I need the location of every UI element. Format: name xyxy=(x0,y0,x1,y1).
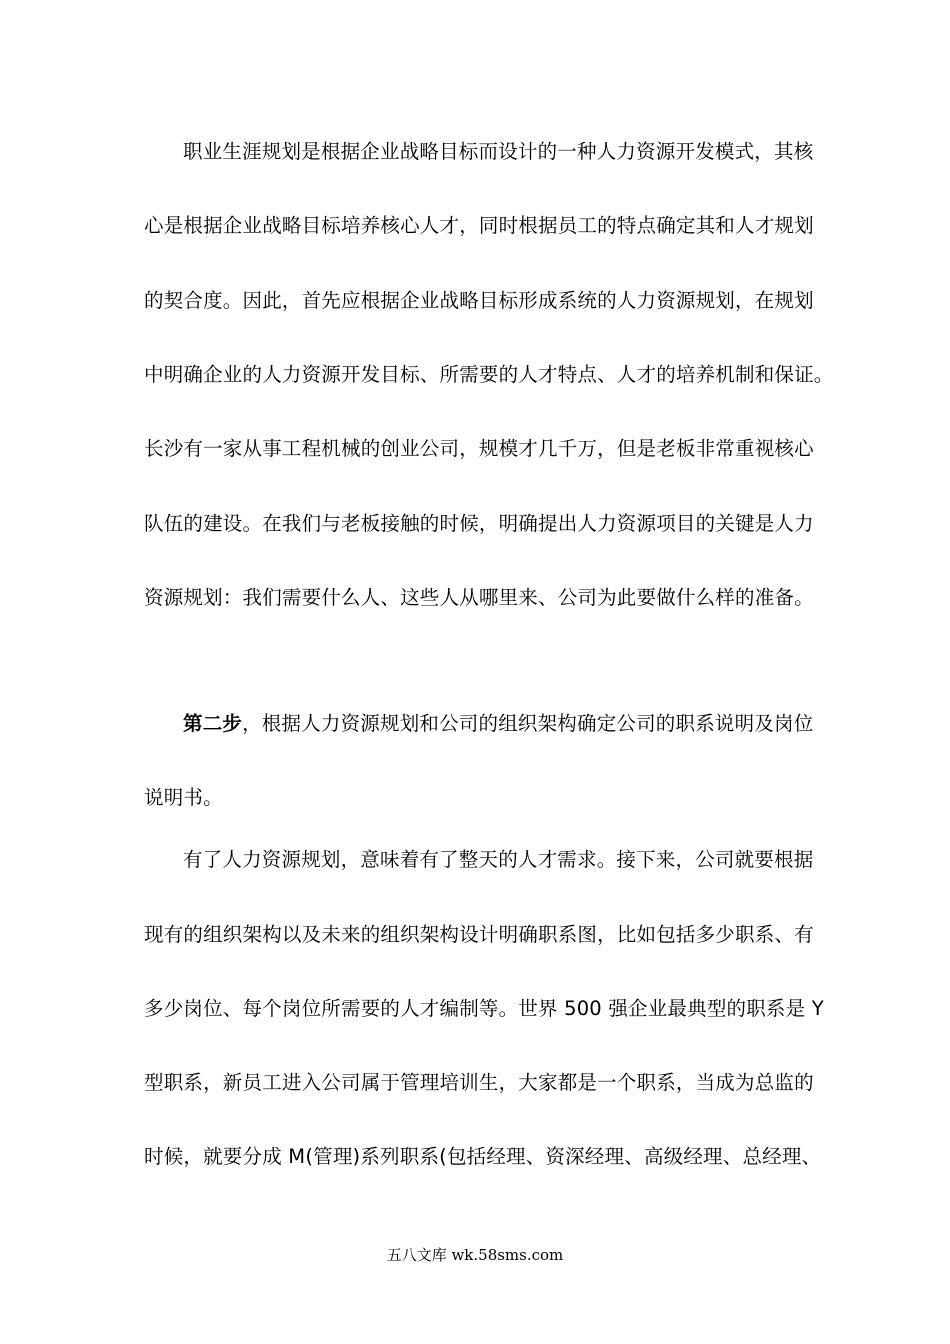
paragraph-line: 多少岗位、每个岗位所需要的人才编制等。世界 500 强企业最典型的职系是 Y xyxy=(144,997,824,1020)
step-label: 第二步 xyxy=(183,712,243,735)
paragraph-line: 时候，就要分成 M(管理)系列职系(包括经理、资深经理、高级经理、总经理、 xyxy=(144,1145,822,1168)
paragraph-line: 职业生涯规划是根据企业战略目标而设计的一种人力资源开发模式，其核 xyxy=(183,140,814,163)
paragraph-line: 型职系，新员工进入公司属于管理培训生，大家都是一个职系，当成为总监的 xyxy=(144,1071,814,1094)
paragraph-line: 队伍的建设。在我们与老板接触的时候，明确提出人力资源项目的关键是人力 xyxy=(144,512,814,535)
step-heading-line: 说明书。 xyxy=(144,786,223,809)
paragraph-line: 有了人力资源规划，意味着有了整天的人才需求。接下来，公司就要根据 xyxy=(183,848,814,871)
step-heading-text: ，根据人力资源规划和公司的组织架构确定公司的职系说明及岗位 xyxy=(242,712,814,735)
paragraph-line: 长沙有一家从事工程机械的创业公司，规模才几千万，但是老板非常重视核心 xyxy=(144,437,814,460)
paragraph-line: 心是根据企业战略目标培养核心人才，同时根据员工的特点确定其和人才规划 xyxy=(144,214,814,237)
paragraph-line: 的契合度。因此，首先应根据企业战略目标形成系统的人力资源规划，在规划 xyxy=(144,289,814,312)
footer-watermark: 五八文库 wk.58sms.com xyxy=(386,1246,564,1264)
paragraph-line: 资源规划：我们需要什么人、这些人从哪里来、公司为此要做什么样的准备。 xyxy=(144,586,814,609)
step-heading-line xyxy=(183,712,853,736)
paragraph-line: 现有的组织架构以及未来的组织架构设计明确职系图，比如包括多少职系、有 xyxy=(144,923,814,946)
paragraph-line: 中明确企业的人力资源开发目标、所需要的人才特点、人才的培养机制和保证。 xyxy=(144,363,834,386)
